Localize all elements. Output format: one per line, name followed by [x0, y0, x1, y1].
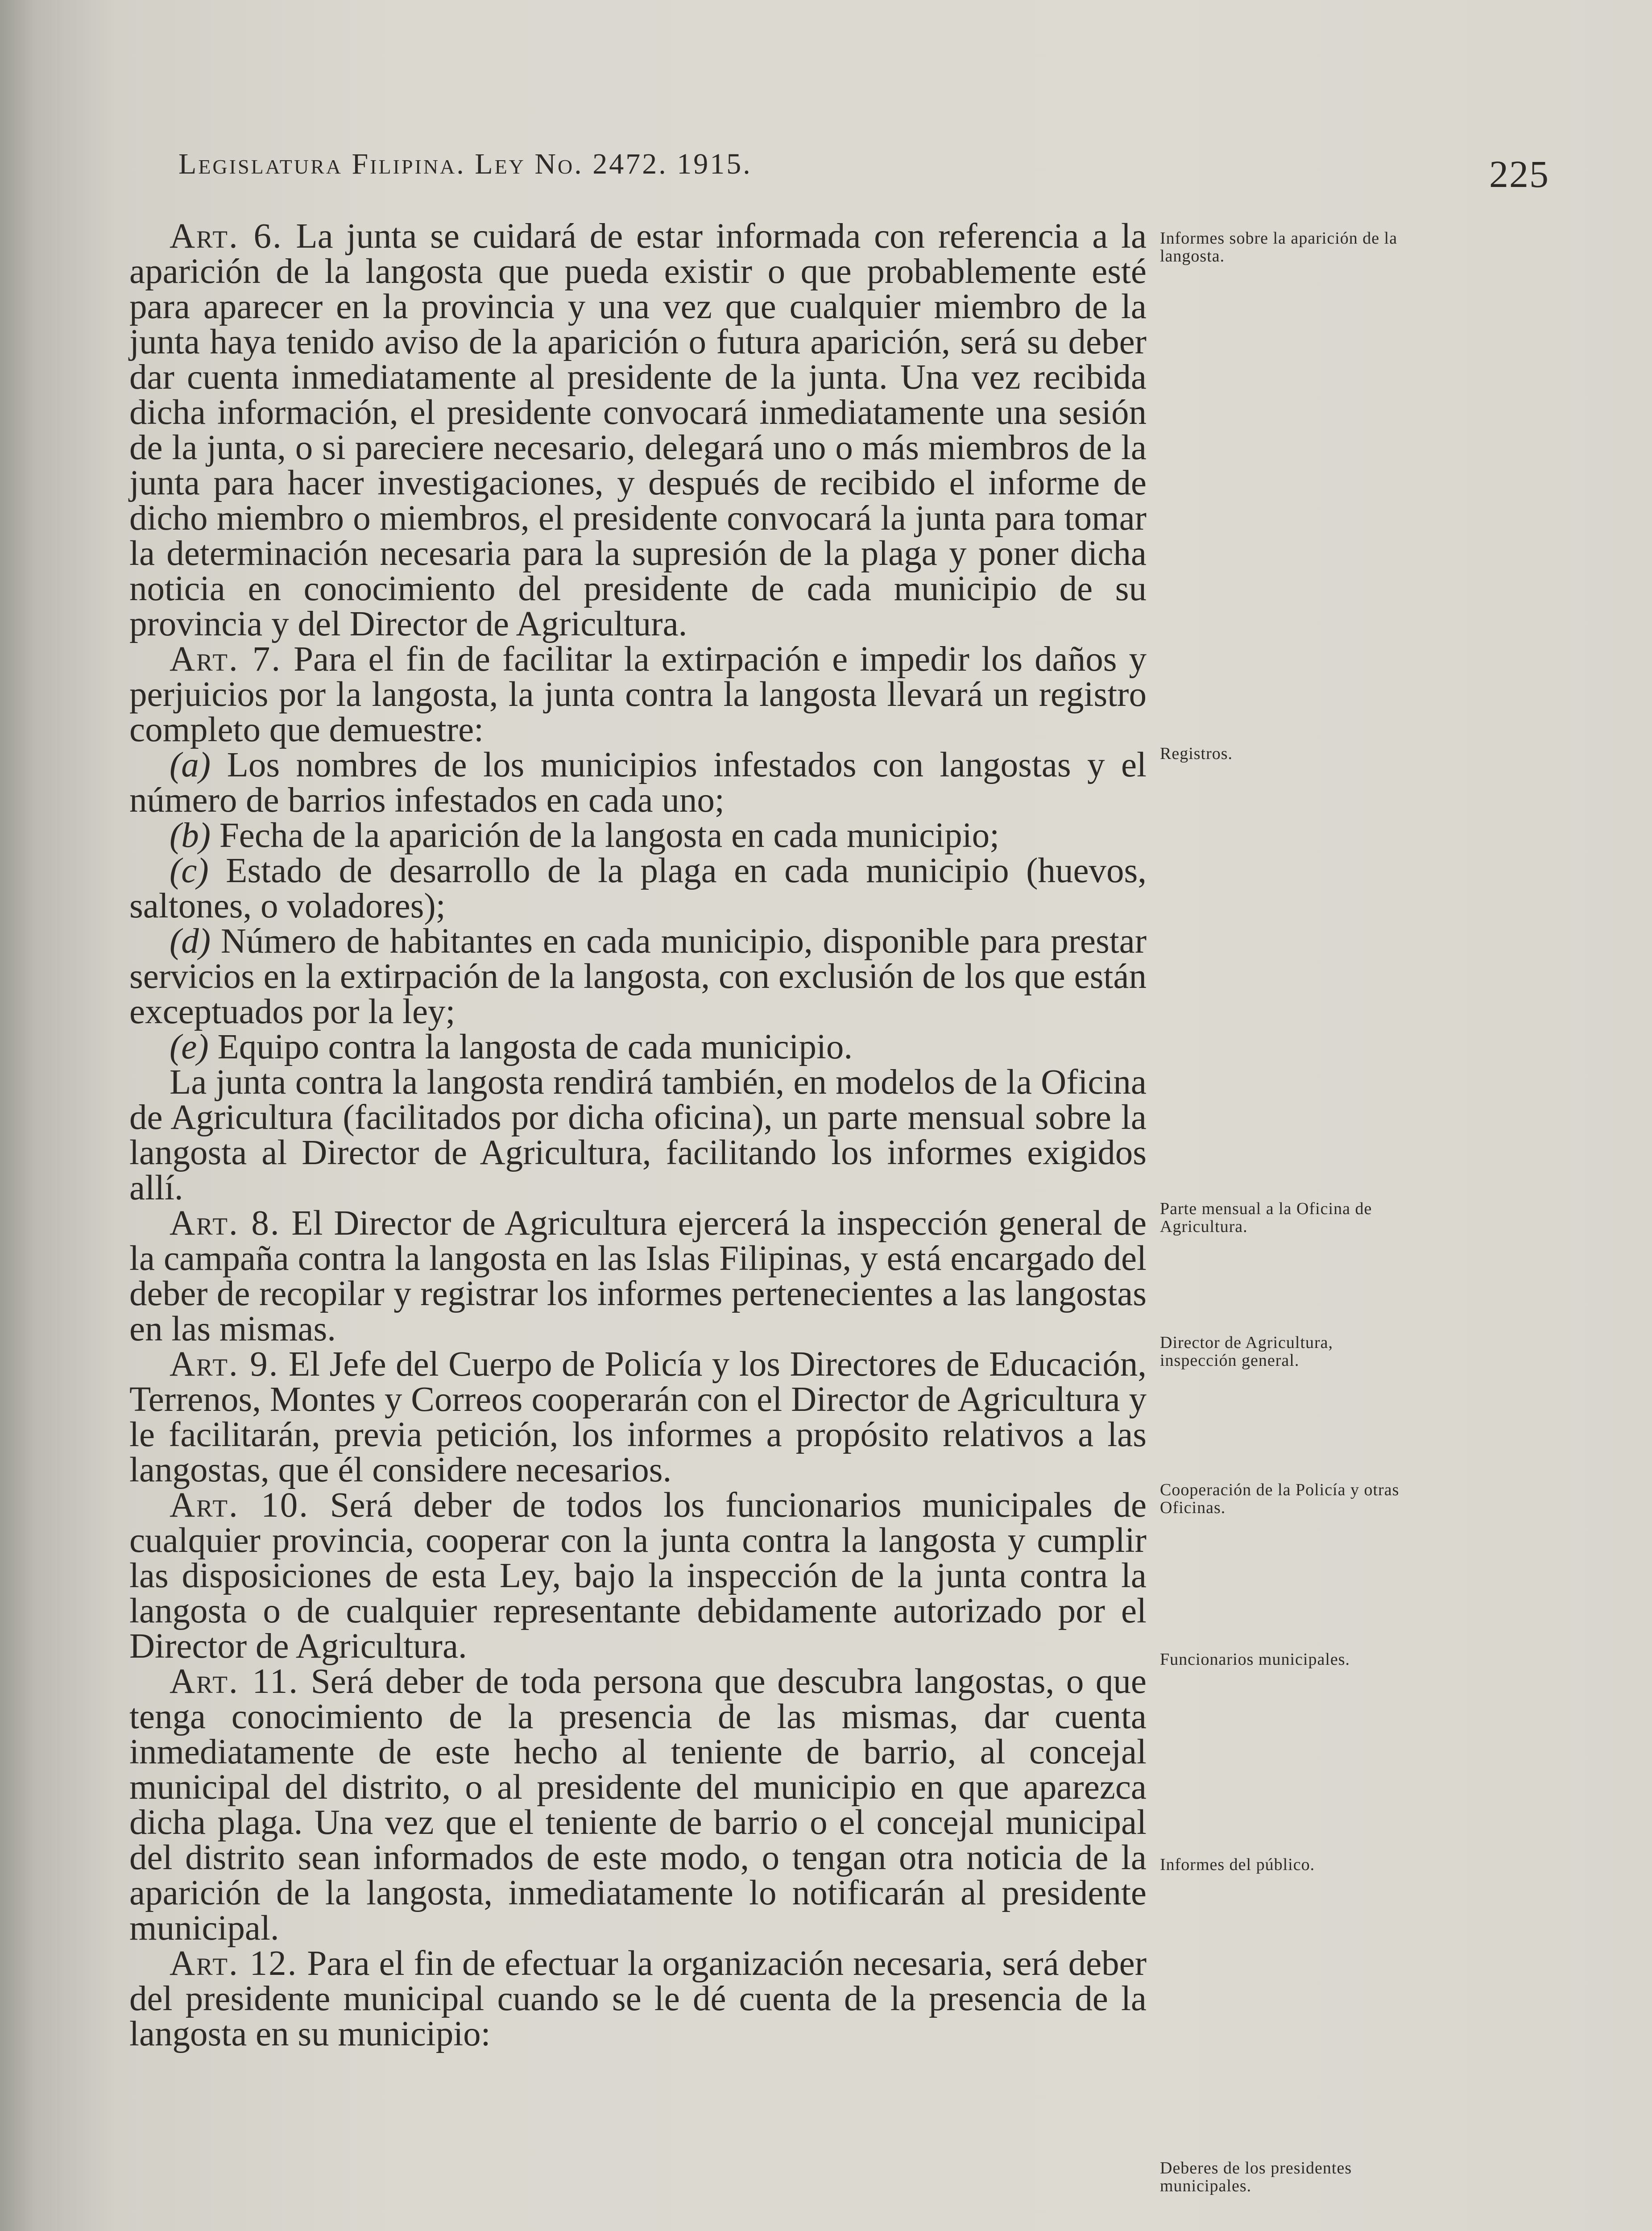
article-10: [129, 1488, 1147, 1664]
article-8-text: El Director de Agricultura ejercerá la inspección general de la campaña contra la langosta en las Islas Filipinas, y está encargado del deber de recopilar y registrar los informes pertenecientes a las langostas en las mismas.: [129, 1204, 1147, 1348]
body-text: [129, 219, 1147, 2052]
article-6: [129, 219, 1147, 642]
article-9-text: El Jefe del Cuerpo de Policía y los Directores de Educación, Terrenos, Montes y Correos cooperarán con el Director de Agricultura y le facilitarán, previa petición, los informes a propósito relativos a las langostas, que él considere necesarios.: [129, 1345, 1147, 1489]
margin-note-cooperacion: Cooperación de la Policía y otras Oficinas.: [1160, 1480, 1399, 1517]
item-letter: (b): [170, 816, 211, 855]
article-10-text: Será deber de todos los funcionarios municipales de cualquier provincia, cooperar con la junta contra la langosta y cumplir las disposiciones de esta Ley, bajo la inspección de la junta contra la langosta o de cualquier representante debidamente autorizado por el Director de Agricultura.: [129, 1486, 1147, 1666]
article-11: [129, 1664, 1147, 1946]
margin-note-funcionarios: Funcionarios municipales.: [1160, 1650, 1350, 1669]
item-text: Fecha de la aparición de la langosta en cada municipio;: [219, 816, 1000, 855]
margin-note-publico: Informes del público.: [1160, 1855, 1315, 1874]
article-7: [129, 642, 1147, 747]
article-9-label: Art. 9.: [170, 1345, 279, 1384]
item-letter: (a): [170, 746, 211, 784]
article-12-label: Art. 12.: [170, 1944, 298, 1983]
item-text: Equipo contra la langosta de cada municipio.: [217, 1028, 853, 1066]
margin-note-director: Director de Agricultura, inspección general.: [1160, 1333, 1333, 1370]
article-8-label: Art. 8.: [170, 1204, 281, 1243]
article-7-report: La junta contra la langosta rendirá también, en modelos de la Oficina de Agricultura (facilitados por dicha oficina), un parte mensual sobre la langosta al Director de Agricultura, facilitando los informes exigidos allí.: [129, 1063, 1147, 1207]
page-number: 225: [1489, 153, 1549, 195]
item-letter: (c): [170, 851, 209, 890]
article-7-item-e: [129, 1029, 1147, 1065]
article-8: [129, 1206, 1147, 1347]
item-letter: (d): [170, 922, 211, 961]
article-11-text: Será deber de toda persona que descubra langostas, o que tenga conocimiento de la presencia de las mismas, dar cuenta inmediatamente de este hecho al teniente de barrio, al concejal municipal del distrito, o al presidente del municipio en que aparezca dicha plaga. Una vez que el teniente de barrio o el concejal municipal del distrito sean informados de este modo, o tengan otra noticia de la aparición de la langosta, inmediatamente lo notificarán al presidente municipal.: [129, 1662, 1147, 1948]
article-9: [129, 1347, 1147, 1488]
item-letter: (e): [170, 1028, 209, 1066]
article-12-text: Para el fin de efectuar la organización necesaria, será deber del presidente municipal cuando se le dé cuenta de la presencia de la langosta en su municipio:: [129, 1944, 1147, 2053]
article-7-label: Art. 7.: [170, 640, 282, 679]
article-7-item-d: [129, 924, 1147, 1029]
running-head: Legislatura Filipina. Ley No. 2472. 1915.: [178, 148, 752, 180]
margin-note-parte-mensual: Parte mensual a la Oficina de Agricultura.: [1160, 1199, 1372, 1236]
item-text: Estado de desarrollo de la plaga en cada municipio (huevos, saltones, o voladores);: [129, 851, 1147, 925]
article-7-item-b: [129, 818, 1147, 853]
article-7-text: Para el fin de facilitar la extirpación e impedir los daños y perjuicios por la langosta, la junta contra la langosta llevará un registro completo que demuestre:: [129, 640, 1147, 749]
item-text: Número de habitantes en cada municipio, disponible para prestar servicios en la extirpación de la langosta, con exclusión de los que están exceptuados por la ley;: [129, 922, 1147, 1031]
margin-note-registros: Registros.: [1160, 744, 1233, 763]
item-text: Los nombres de los municipios infestados con langostas y el número de barrios infestados en cada uno;: [129, 746, 1147, 820]
article-6-text: La junta se cuidará de estar informada con referencia a la aparición de la langosta que pueda existir o que probablemente esté para aparecer en la provincia y una vez que cualquier miembro de la junta haya tenido aviso de la aparición o futura aparición, será su deber dar cuenta inmediatamente al presidente de la junta. Una vez recibida dicha información, el presidente convocará inmediatamente una sesión de la junta, o si pareciere necesario, delegará uno o más miembros de la junta para hacer investigaciones, y después de recibido el informe de dicho miembro o miembros, el presidente convocará la junta para tomar la determinación necesaria para la supresión de la plaga y poner dicha noticia en conocimiento del presidente de cada municipio de su provincia y del Director de Agricultura.: [129, 217, 1147, 643]
article-11-label: Art. 11.: [170, 1662, 299, 1701]
margin-note-deberes: Deberes de los presidentes municipales.: [1160, 2159, 1352, 2195]
margin-note-informes: Informes sobre la aparición de la langosta.: [1160, 229, 1398, 265]
article-7-item-c: [129, 853, 1147, 924]
article-6-label: Art. 6.: [170, 217, 283, 256]
article-7-item-a: [129, 747, 1147, 818]
article-12: [129, 1946, 1147, 2052]
article-10-label: Art. 10.: [170, 1486, 310, 1525]
